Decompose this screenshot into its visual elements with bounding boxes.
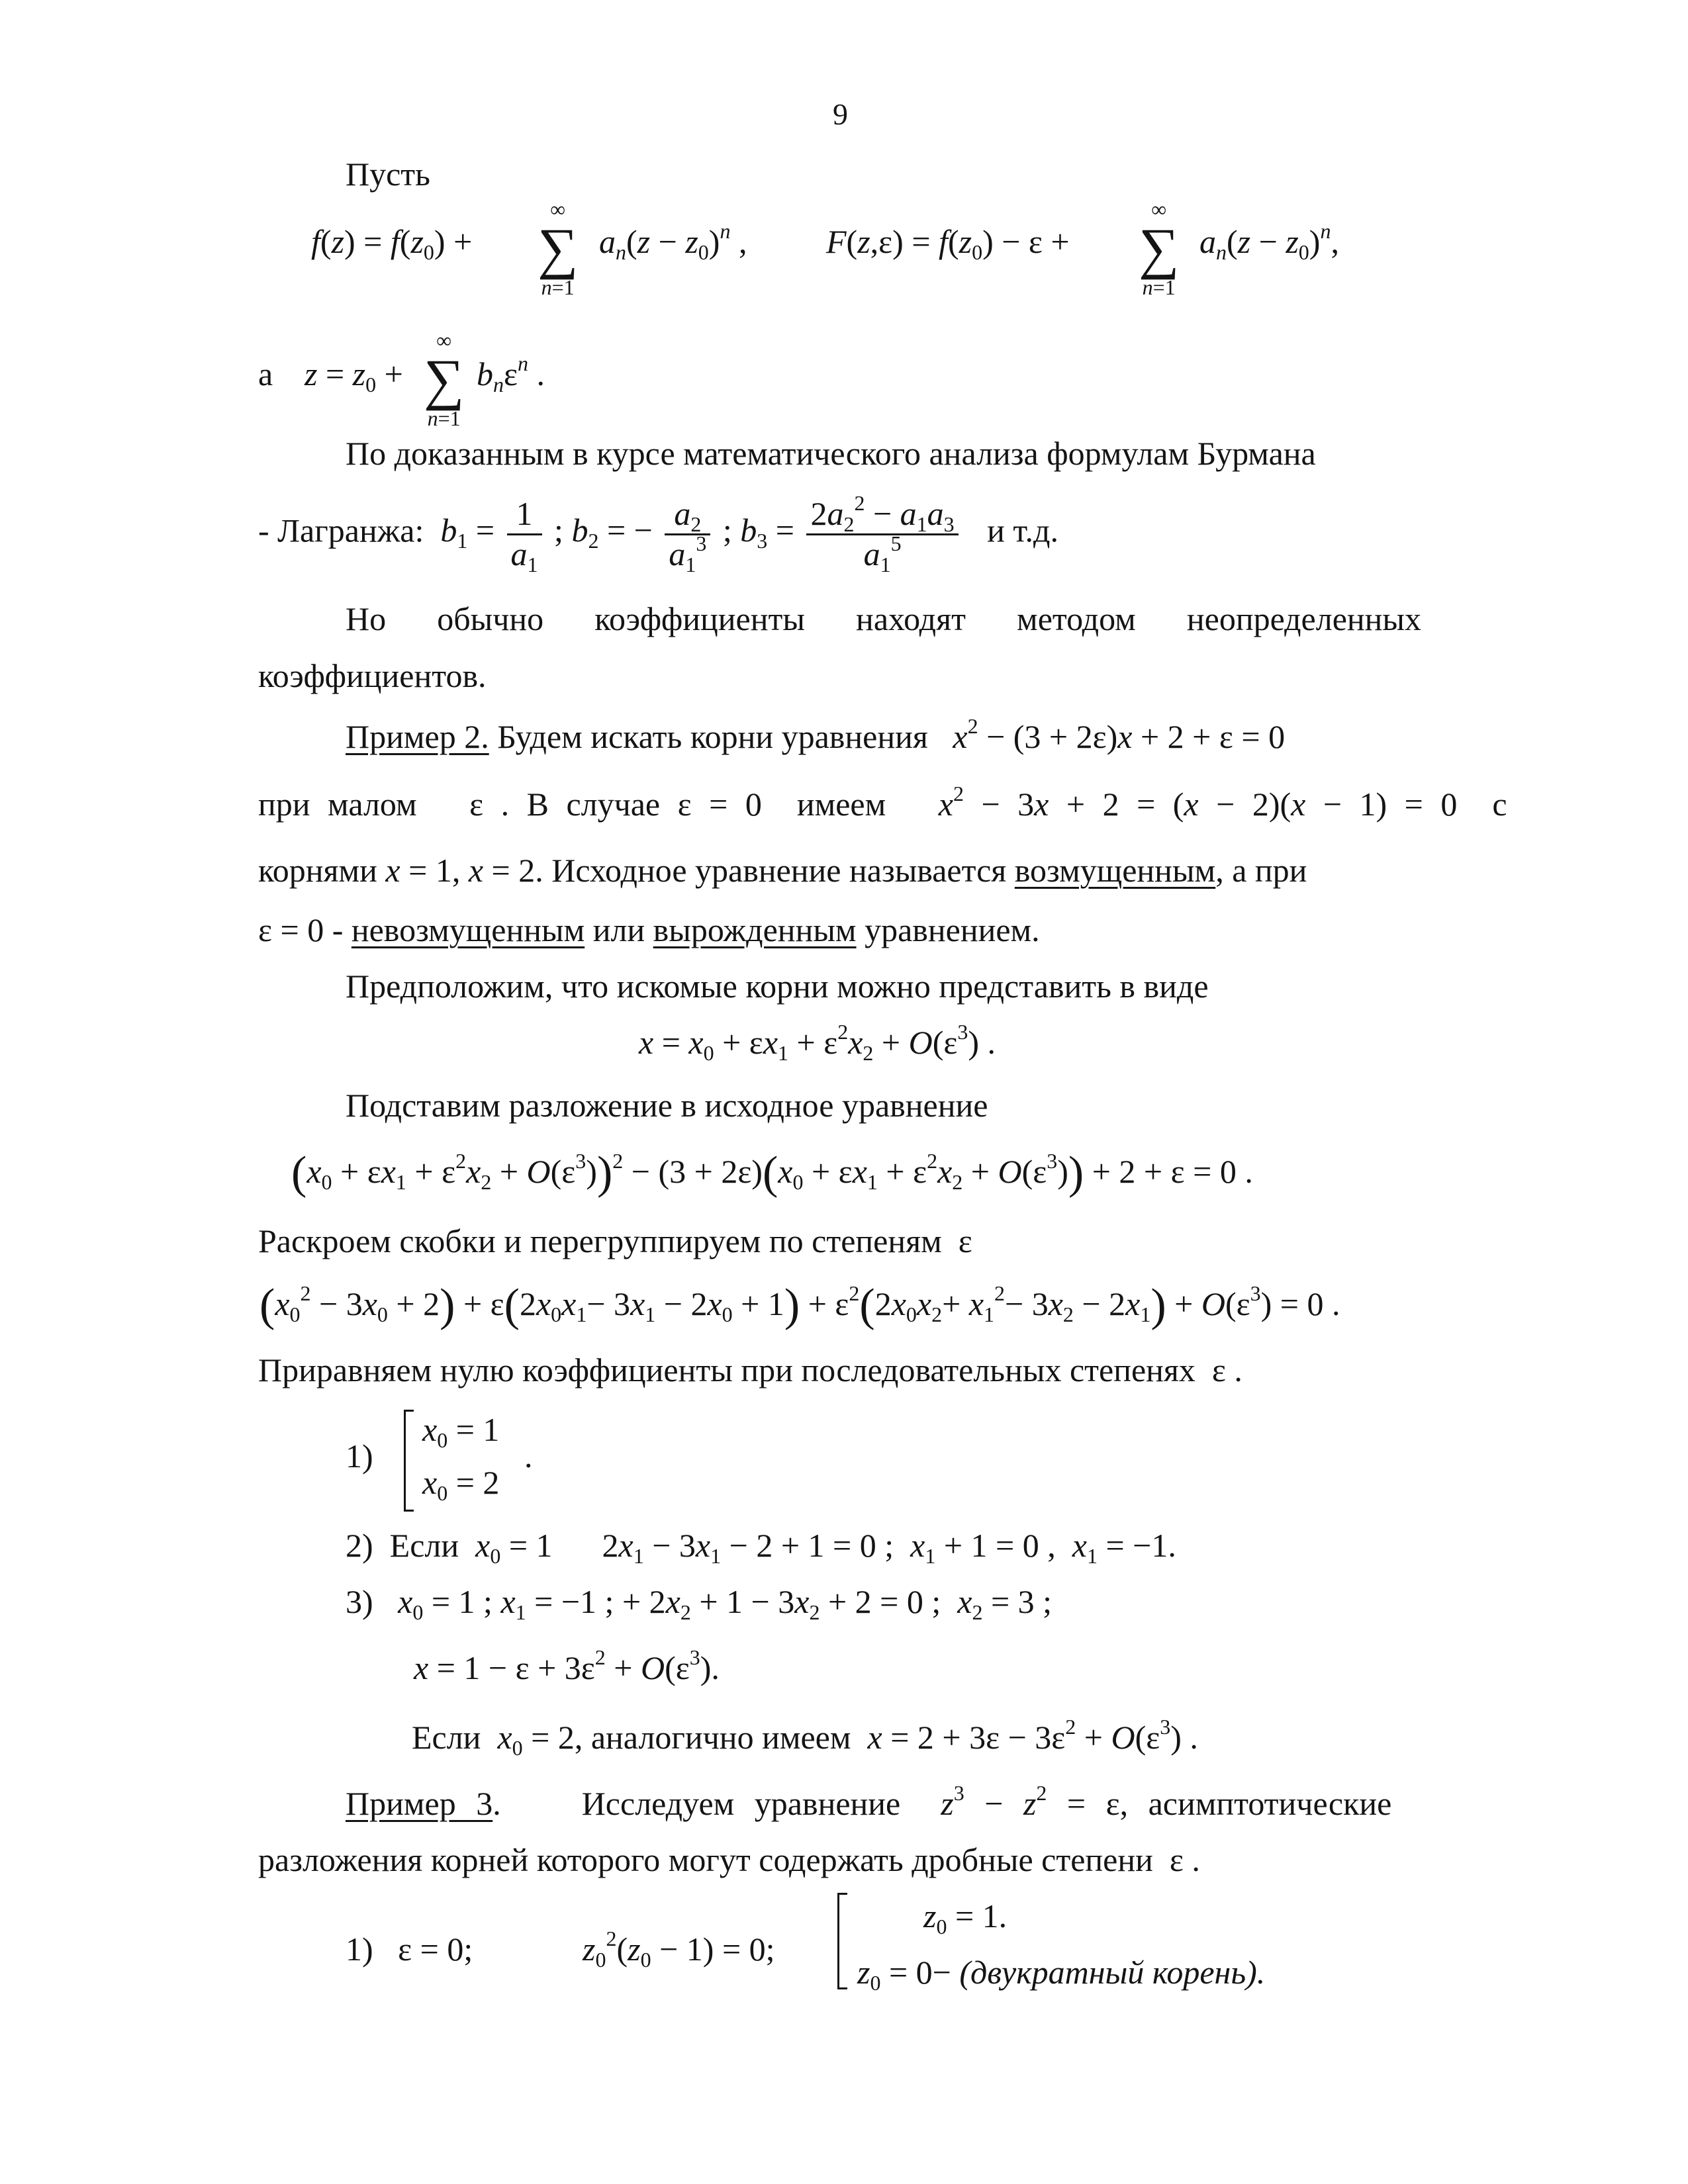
- conj-a: а: [258, 355, 273, 392]
- if-x0-2-line: Если $x_0 = 2$, аналогично имеем $x = 2 + 3\varepsilon - 3\varepsilon^2 + O(\varepsilon^3)$ .: [412, 1715, 1198, 1760]
- etc-text: и т.д.: [987, 512, 1058, 549]
- example2-label: Пример 2.: [346, 718, 489, 755]
- item1-line2: $x_0 = 2$: [422, 1464, 500, 1505]
- paragraph-suppose: Предположим, что искомые корни можно представить в виде: [346, 968, 1209, 1005]
- formula-expanded: $(x_0^2 - 3x_0 + 2) + \varepsilon(2x_0x_1- 3x_1 - 2x_0 + 1) + \varepsilon^2(2x_0x_2+ x_1^2- 3x_2 - 2x_1) + O(\varepsilon^3) = 0$ .: [259, 1280, 1340, 1331]
- paragraph-substitute: Подставим разложение в исходное уравнение: [346, 1087, 988, 1124]
- fraction-b2: $\frac{a_2}{a_1^3}$: [665, 495, 710, 573]
- item1-label: 1): [346, 1437, 373, 1475]
- item1-period: .: [524, 1437, 533, 1475]
- formula-F-expansion-tail: $a_n(z - z_0)^n$,: [1199, 219, 1339, 264]
- ex3-case1: $z_0 = 1$.: [923, 1897, 1008, 1938]
- sum-symbol-3: ∞ ∑ n=1: [424, 328, 465, 430]
- formula-x-expansion: $x = x_0 + \varepsilon x_1 + \varepsilon^2x_2 + O(\varepsilon^3)$ .: [639, 1020, 996, 1065]
- degenerate-term: вырожденным: [653, 911, 857, 948]
- item3-line: 3) $x_0 = 1$ ; $x_1 = -1$ ; + $2x_2 + 1 - 3x_2 + 2 = 0$ ; $x_2 = 3$ ;: [346, 1583, 1053, 1624]
- ex3-item1-equation: $z_0^2(z_0 - 1) = 0$;: [583, 1927, 775, 1972]
- example3-label: Пример 3: [346, 1785, 493, 1822]
- fraction-b3: $\frac{2a_2^2 - a_1a_3}{a_1^5}$: [806, 495, 958, 573]
- formula-z-series: $z = z_0$ +: [305, 355, 403, 396]
- example2-text: Будем искать корни уравнения: [497, 718, 928, 755]
- paragraph-equate: Приравняем нулю коэффициенты при последовательных степенях ε .: [258, 1351, 1243, 1388]
- sum-symbol-2: ∞ ∑ n=1: [1139, 197, 1180, 299]
- paragraph-burman: По доказанным в курсе математического анализа формулам Бурмана: [346, 435, 1316, 472]
- fractional-line: разложения корней которого могут содержать дробные степени ε .: [258, 1841, 1200, 1878]
- unperturbed-line: ε = 0 - невозмущенным или вырожденным уравнением.: [258, 911, 1040, 948]
- formula-substituted: $(x_0 + \varepsilon x_1 + \varepsilon^2x_2 + O(\varepsilon^3))^2 - (3 + 2\varepsilon)(x_0 + \varepsilon x_1 + \varepsilon^2x_2 + O(\varepsilon^3)) + 2 + \varepsilon = 0$ .: [291, 1148, 1253, 1199]
- paragraph-intro: Пусть: [346, 156, 430, 193]
- unperturbed-term: невозмущенным: [351, 911, 585, 948]
- paragraph-usually-2: коэффициентов.: [258, 657, 487, 694]
- item2-line: 2) Если $x_0 = 1$ $2x_1 - 3x_1 - 2 + 1 = 0$ ; $x_1 + 1 = 0$ , $x_1 = -1$.: [346, 1527, 1176, 1568]
- double-root-text: (двукратный корень).: [959, 1954, 1266, 1991]
- lagrange-line: - Лагранжа: $b_1$ = $\frac{1}{a_1}$ ; $b_2$ = − $\frac{a_2}{a_1^3}$ ; $b_3$ = $\frac{2a_2^2 - a_1a_3}{a_1^5}$ и т.д.: [258, 491, 1058, 576]
- item1-bracket: [404, 1410, 414, 1512]
- ex3-case2: $z_0 = 0-$ (двукратный корень).: [857, 1954, 1266, 1995]
- formula-f-expansion-tail: $a_n(z - z_0)^n$ ,: [599, 219, 747, 264]
- formula-z-series-tail: $b_n\varepsilon^n$ .: [477, 351, 545, 396]
- roots-line: корнями x = 1, x = 2. Исходное уравнение называется возмущенным, а при: [258, 852, 1307, 889]
- perturbed-term: возмущенным: [1014, 852, 1216, 889]
- ex3-bracket: [837, 1893, 847, 1989]
- small-eps-line: при малом ε . В случае ε = 0 имеем $x^2 - 3x + 2 = (x - 2)(x - 1) = 0$ с: [258, 782, 1507, 823]
- lagrange-label: - Лагранжа:: [258, 512, 424, 549]
- paragraph-usually: Но обычно коэффициенты находят методом неопределенных: [346, 600, 1421, 637]
- formula-F-expansion: $F(z,\varepsilon) = f(z_0) - \varepsilon$ +: [826, 223, 1070, 264]
- example3-line: Пример 3. Исследуем уравнение $z^3 - z^2 = \varepsilon$, асимптотические: [346, 1781, 1392, 1822]
- ex3-item1-label: 1) ε = 0;: [346, 1931, 473, 1968]
- sum-symbol-1: ∞ ∑ n=1: [538, 197, 579, 299]
- item3-result: $x = 1 - \varepsilon + 3\varepsilon^2 + O(\varepsilon^3)$.: [414, 1645, 720, 1686]
- example2-line: Пример 2. Будем искать корни уравнения $x^2 - (3 + 2\varepsilon)x + 2 + \varepsilon = 0$: [346, 714, 1286, 755]
- paragraph-expand: Раскроем скобки и перегруппируем по степеням ε: [258, 1222, 972, 1259]
- item1-line1: $x_0 = 1$: [422, 1411, 500, 1452]
- fraction-b1: $\frac{1}{a_1}$: [507, 495, 542, 573]
- page-number: 9: [833, 97, 848, 131]
- formula-f-expansion: $f(z) = f(z_0)$ +: [311, 223, 473, 264]
